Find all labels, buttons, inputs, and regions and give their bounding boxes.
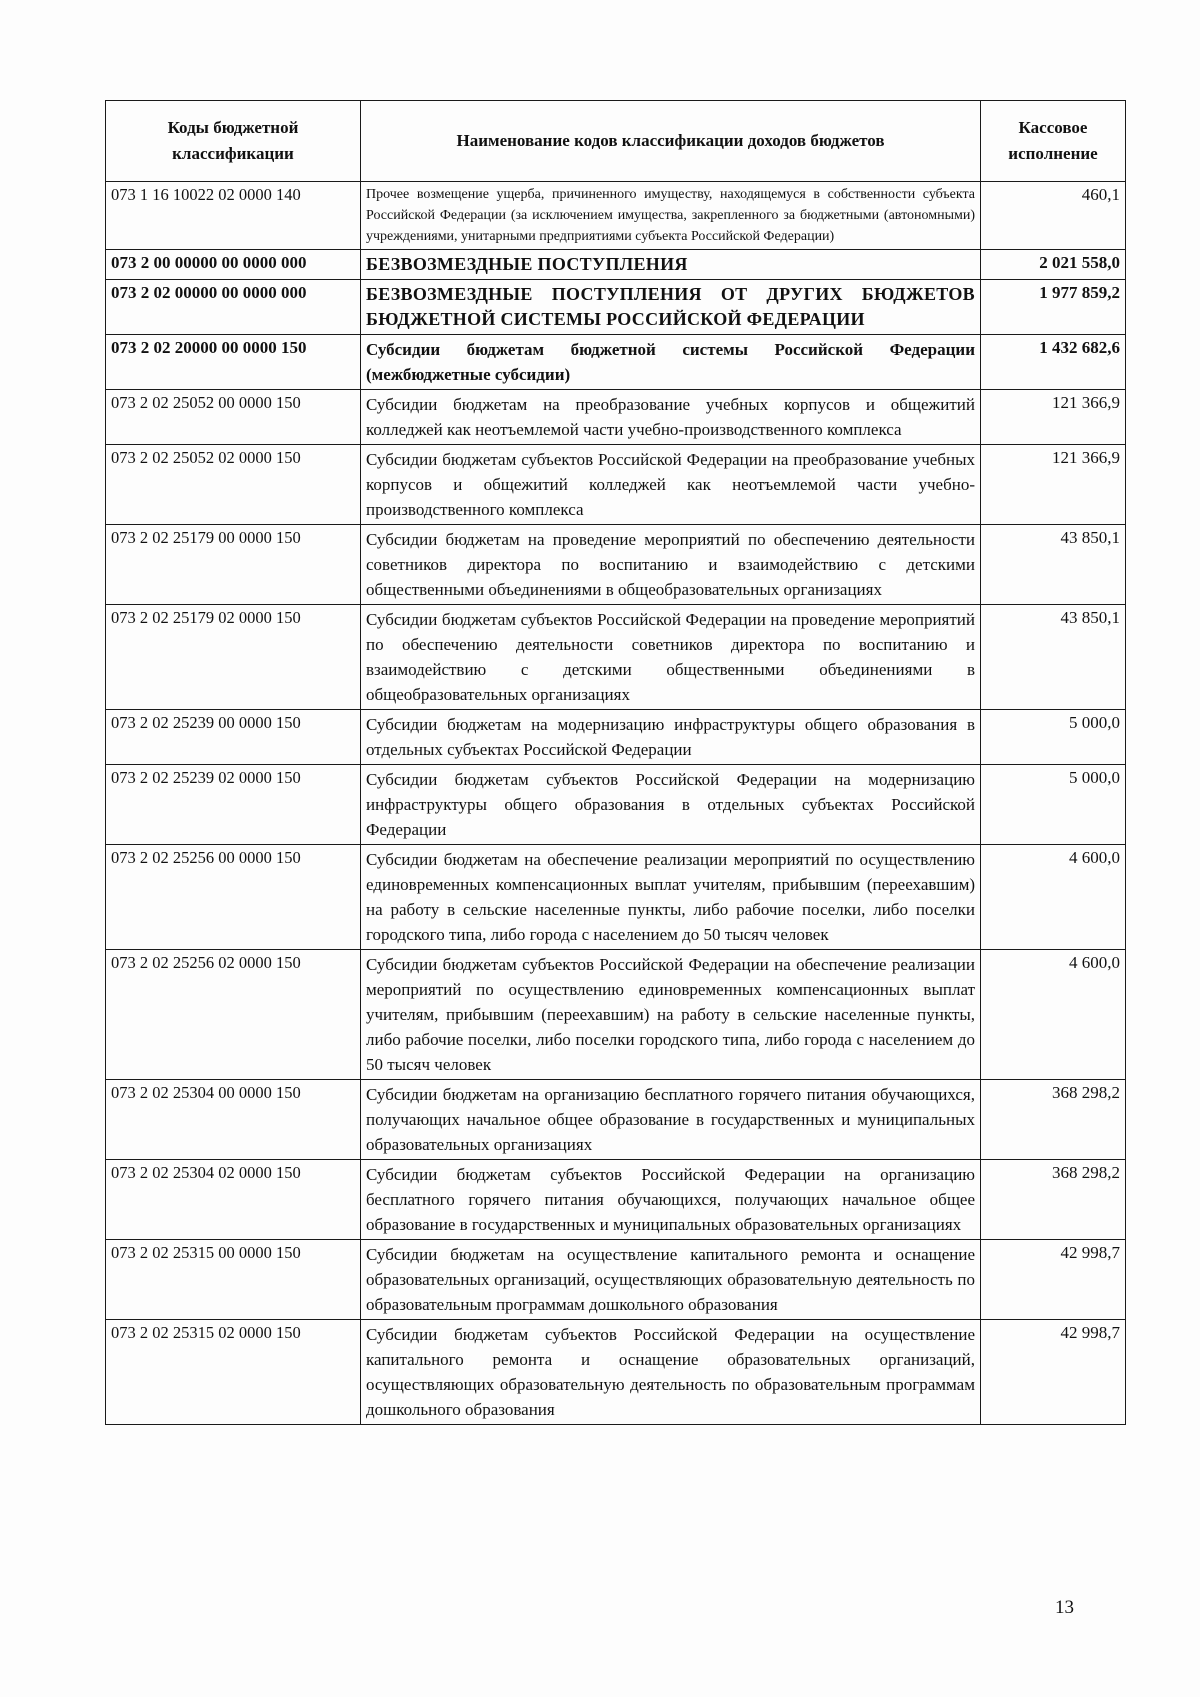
row-name: Прочее возмещение ущерба, причиненного имуществу, находящемуся в собственности субъекта Российской Федерации (за исключением имущества, закрепленного за бюджетными (автономными) учреждениями, унитарными предприятиями субъекта Российской Федерации)	[361, 182, 981, 250]
row-code: 073 2 02 25256 02 0000 150	[106, 950, 361, 1080]
row-code: 073 2 02 00000 00 0000 000	[106, 280, 361, 335]
row-name: Субсидии бюджетам на обеспечение реализации мероприятий по осуществлению единовременных компенсационных выплат учителям, прибывшим (переехавшим) на работу в сельские населенные пункты, либо рабочие поселки, либо поселки городского типа, либо города с населением до 50 тысяч человек	[361, 845, 981, 950]
table-row	[106, 1240, 1126, 1320]
table-row	[106, 605, 1126, 710]
row-name: Субсидии бюджетам на организацию бесплатного горячего питания обучающихся, получающих начальное общее образование в государственных и муниципальных образовательных организациях	[361, 1080, 981, 1160]
table-row	[106, 710, 1126, 765]
row-code: 073 2 02 25239 00 0000 150	[106, 710, 361, 765]
row-code: 073 1 16 10022 02 0000 140	[106, 182, 361, 250]
table-row	[106, 525, 1126, 605]
row-name: Субсидии бюджетам бюджетной системы Российской Федерации (межбюджетные субсидии)	[361, 335, 981, 390]
row-amount: 460,1	[981, 182, 1126, 250]
row-name: Субсидии бюджетам субъектов Российской Федерации на проведение мероприятий по обеспечению деятельности советников директора по воспитанию и взаимодействию с детскими общественными объединениями в общеобразовательных организациях	[361, 605, 981, 710]
row-amount: 42 998,7	[981, 1240, 1126, 1320]
row-amount: 5 000,0	[981, 765, 1126, 845]
row-name: Субсидии бюджетам субъектов Российской Федерации на организацию бесплатного горячего питания обучающихся, получающих начальное общее образование в государственных и муниципальных образовательных организациях	[361, 1160, 981, 1240]
row-amount: 43 850,1	[981, 605, 1126, 710]
row-code: 073 2 02 25179 02 0000 150	[106, 605, 361, 710]
budget-revenue-table	[105, 100, 1126, 1425]
row-amount: 1 977 859,2	[981, 280, 1126, 335]
row-code: 073 2 02 25052 02 0000 150	[106, 445, 361, 525]
header-code: Коды бюджетной классификации	[106, 101, 361, 182]
table-row	[106, 182, 1126, 250]
row-amount: 4 600,0	[981, 845, 1126, 950]
row-code: 073 2 02 25304 02 0000 150	[106, 1160, 361, 1240]
row-name: Субсидии бюджетам субъектов Российской Федерации на модернизацию инфраструктуры общего образования в отдельных субъектах Российской Федерации	[361, 765, 981, 845]
row-code: 073 2 02 25315 02 0000 150	[106, 1320, 361, 1425]
row-name: Субсидии бюджетам на преобразование учебных корпусов и общежитий колледжей как неотъемлемой части учебно-производственного комплекса	[361, 390, 981, 445]
row-name: Субсидии бюджетам субъектов Российской Федерации на преобразование учебных корпусов и общежитий колледжей как неотъемлемой части учебно-производственного комплекса	[361, 445, 981, 525]
header-name: Наименование кодов классификации доходов бюджетов	[361, 101, 981, 182]
row-amount: 2 021 558,0	[981, 250, 1126, 280]
page-number: 13	[1055, 1597, 1074, 1618]
row-name: БЕЗВОЗМЕЗДНЫЕ ПОСТУПЛЕНИЯ	[361, 250, 981, 280]
row-name: БЕЗВОЗМЕЗДНЫЕ ПОСТУПЛЕНИЯ ОТ ДРУГИХ БЮДЖЕТОВ БЮДЖЕТНОЙ СИСТЕМЫ РОССИЙСКОЙ ФЕДЕРАЦИИ	[361, 280, 981, 335]
row-amount: 368 298,2	[981, 1080, 1126, 1160]
row-amount: 121 366,9	[981, 390, 1126, 445]
row-name: Субсидии бюджетам на проведение мероприятий по обеспечению деятельности советников директора по воспитанию и взаимодействию с детскими общественными объединениями в общеобразовательных организациях	[361, 525, 981, 605]
table-row	[106, 1080, 1126, 1160]
table-row	[106, 950, 1126, 1080]
table-row	[106, 335, 1126, 390]
row-amount: 4 600,0	[981, 950, 1126, 1080]
row-code: 073 2 02 25304 00 0000 150	[106, 1080, 361, 1160]
row-code: 073 2 02 25052 00 0000 150	[106, 390, 361, 445]
row-code: 073 2 02 20000 00 0000 150	[106, 335, 361, 390]
row-code: 073 2 02 25179 00 0000 150	[106, 525, 361, 605]
row-amount: 1 432 682,6	[981, 335, 1126, 390]
row-code: 073 2 02 25256 00 0000 150	[106, 845, 361, 950]
row-amount: 42 998,7	[981, 1320, 1126, 1425]
table-row	[106, 765, 1126, 845]
table-row	[106, 1320, 1126, 1425]
row-amount: 43 850,1	[981, 525, 1126, 605]
table-row	[106, 845, 1126, 950]
row-name: Субсидии бюджетам субъектов Российской Федерации на обеспечение реализации мероприятий по осуществлению единовременных компенсационных выплат учителям, прибывшим (переехавшим) на работу в сельские населенные пункты, либо рабочие поселки, либо поселки городского типа, либо города с населением до 50 тысяч человек	[361, 950, 981, 1080]
table-row	[106, 280, 1126, 335]
row-amount: 5 000,0	[981, 710, 1126, 765]
table-row	[106, 390, 1126, 445]
table-row	[106, 250, 1126, 280]
table-header-row	[106, 101, 1126, 182]
row-code: 073 2 02 25239 02 0000 150	[106, 765, 361, 845]
table-row	[106, 1160, 1126, 1240]
row-name: Субсидии бюджетам на модернизацию инфраструктуры общего образования в отдельных субъектах Российской Федерации	[361, 710, 981, 765]
row-code: 073 2 00 00000 00 0000 000	[106, 250, 361, 280]
row-name: Субсидии бюджетам на осуществление капитального ремонта и оснащение образовательных организаций, осуществляющих образовательную деятельность по образовательным программам дошкольного образования	[361, 1240, 981, 1320]
row-code: 073 2 02 25315 00 0000 150	[106, 1240, 361, 1320]
table-row	[106, 445, 1126, 525]
row-amount: 121 366,9	[981, 445, 1126, 525]
row-amount: 368 298,2	[981, 1160, 1126, 1240]
row-name: Субсидии бюджетам субъектов Российской Федерации на осуществление капитального ремонта и оснащение образовательных организаций, осуществляющих образовательную деятельность по образовательным программам дошкольного образования	[361, 1320, 981, 1425]
header-amount: Кассовое исполнение	[981, 101, 1126, 182]
